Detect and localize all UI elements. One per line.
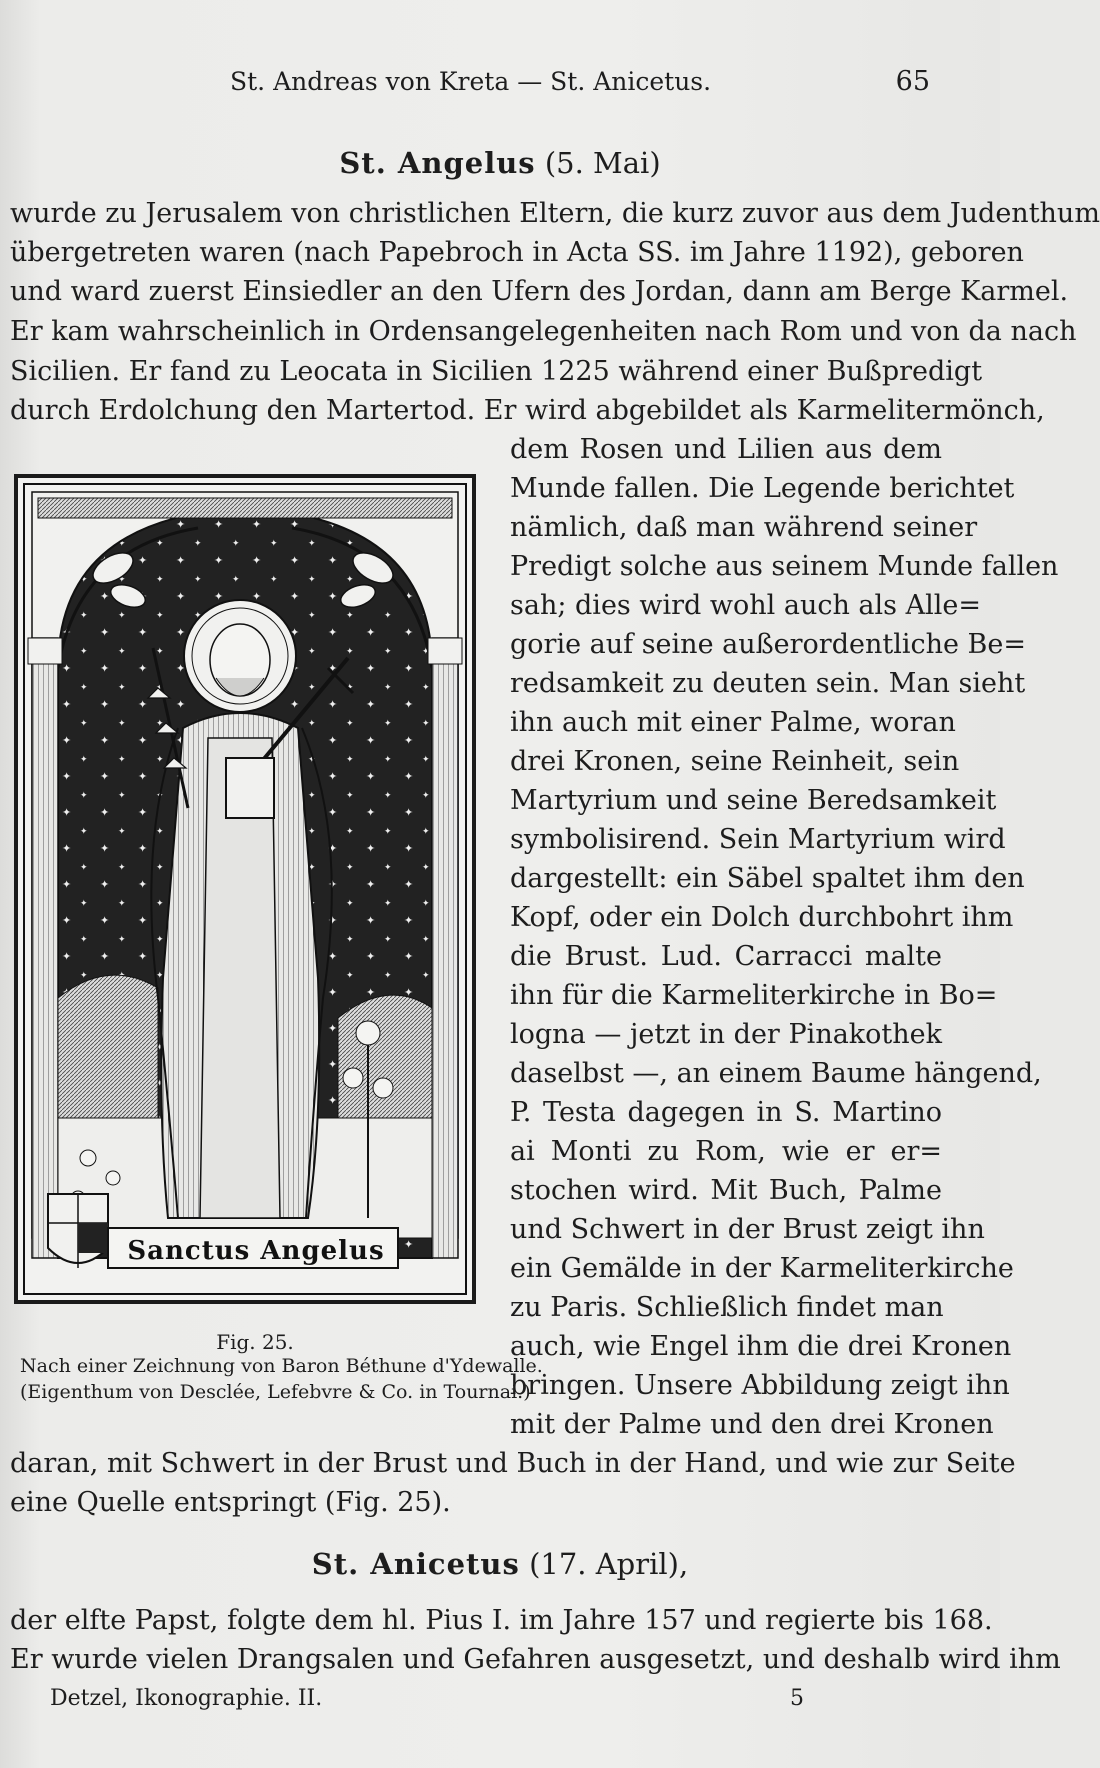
text-line: Predigt solche aus seinem Munde fallen	[510, 551, 1059, 582]
text-line: dargestellt: ein Säbel spaltet ihm den	[510, 863, 1025, 894]
text-line: mit der Palme und den drei Kronen	[510, 1409, 994, 1440]
text-line: wurde zu Jerusalem von christlichen Eltern, die kurz zuvor aus dem Judenthum	[10, 198, 1100, 229]
text-line: ihn für die Karmeliterkirche in Bo=	[510, 980, 998, 1011]
signature-line: Detzel, Ikonographie. II.	[50, 1686, 323, 1711]
text-line: symbolisirend. Sein Martyrium wird	[510, 824, 1006, 855]
text-line: auch, wie Engel ihm die drei Kronen	[510, 1331, 1012, 1362]
text-line: Kopf, oder ein Dolch durchbohrt ihm	[510, 902, 1014, 933]
woodcut-illustration	[14, 474, 476, 1304]
text-line: die Brust. Lud. Carracci malte	[510, 941, 942, 972]
page-number: 65	[895, 66, 930, 97]
saint-angelus-engraving	[18, 478, 472, 1300]
text-line: durch Erdolchung den Martertod. Er wird abgebildet als Karmelitermönch,	[10, 395, 1045, 426]
text-line: Martyrium und seine Beredsamkeit	[510, 785, 997, 816]
text-line: zu Paris. Schließlich findet man	[510, 1292, 944, 1323]
text-line: ai Monti zu Rom, wie er er=	[510, 1136, 942, 1167]
text-line: und ward zuerst Einsiedler an den Ufern des Jordan, dann am Berge Karmel.	[10, 276, 1069, 307]
text-line: daselbst —, an einem Baume hängend,	[510, 1058, 1042, 1089]
figure-caption-line: Nach einer Zeichnung von Baron Béthune d'Ydewalle.	[20, 1355, 543, 1377]
text-line: der elfte Papst, folgte dem hl. Pius I. im Jahre 157 und regierte bis 168.	[10, 1605, 993, 1636]
text-line: daran, mit Schwert in der Brust und Buch in der Hand, und wie zur Seite	[10, 1448, 1016, 1479]
text-line: stochen wird. Mit Buch, Palme	[510, 1175, 942, 1206]
section-heading-angelus	[0, 145, 1000, 181]
text-line: übergetreten waren (nach Papebroch in Acta SS. im Jahre 1192), geboren	[10, 237, 1024, 268]
text-line: Er wurde vielen Drangsalen und Gefahren ausgesetzt, und deshalb wird ihm	[10, 1644, 1061, 1675]
text-line: gorie auf seine außerordentliche Be=	[510, 629, 1026, 660]
figure-caption-line: (Eigenthum von Desclée, Lefebvre & Co. in Tournai.)	[20, 1381, 531, 1403]
text-line: ihn auch mit einer Palme, woran	[510, 707, 956, 738]
saint-name: St. Angelus	[339, 146, 536, 180]
text-line: ein Gemälde in der Karmeliterkirche	[510, 1253, 1014, 1284]
figure-banner-text: Sanctus Angelus	[127, 1236, 385, 1266]
text-line: Sicilien. Er fand zu Leocata in Sicilien 1225 während einer Bußpredigt	[10, 356, 983, 387]
text-line: Munde fallen. Die Legende berichtet	[510, 473, 1015, 504]
text-line: P. Testa dagegen in S. Martino	[510, 1097, 942, 1128]
text-line: Er kam wahrscheinlich in Ordensangelegenheiten nach Rom und von da nach	[10, 316, 1077, 347]
feast-date: (17. April),	[529, 1547, 689, 1581]
text-line: eine Quelle entspringt (Fig. 25).	[10, 1487, 451, 1518]
text-line: sah; dies wird wohl auch als Alle=	[510, 590, 981, 621]
text-line: drei Kronen, seine Reinheit, sein	[510, 746, 960, 777]
sheet-number: 5	[790, 1686, 804, 1711]
text-line: redsamkeit zu deuten sein. Man sieht	[510, 668, 1026, 699]
running-title: St. Andreas von Kreta — St. Anicetus.	[230, 67, 712, 96]
figure-number: Fig. 25.	[216, 1330, 294, 1354]
section-heading-anicetus	[0, 1546, 1000, 1582]
text-line: und Schwert in der Brust zeigt ihn	[510, 1214, 985, 1245]
text-line: nämlich, daß man während seiner	[510, 512, 978, 543]
feast-date: (5. Mai)	[544, 146, 661, 180]
saint-name: St. Anicetus	[311, 1547, 520, 1581]
text-line: dem Rosen und Lilien aus dem	[510, 434, 942, 465]
text-line: bringen. Unsere Abbildung zeigt ihn	[510, 1370, 1010, 1401]
text-line: logna — jetzt in der Pinakothek	[510, 1019, 942, 1050]
